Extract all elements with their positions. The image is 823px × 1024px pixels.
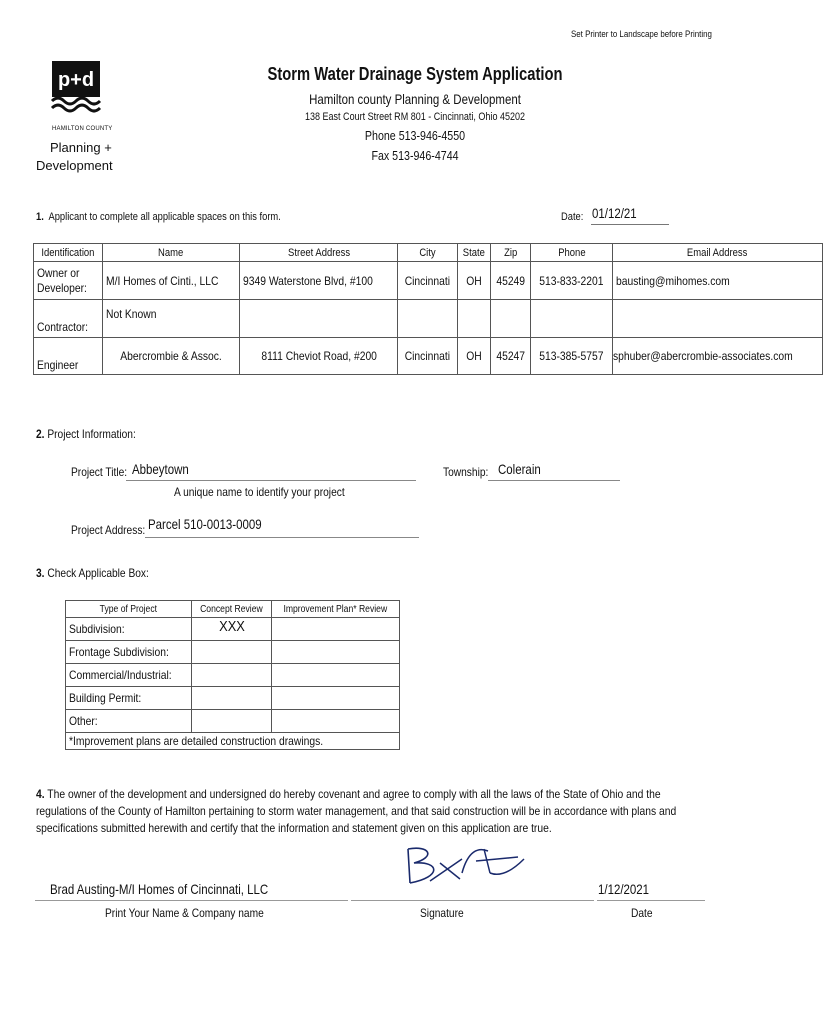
commercial-concept-box[interactable] <box>192 664 272 687</box>
type-other: Other: <box>66 710 192 733</box>
section1-instruction <box>36 211 281 223</box>
frontage-concept-box[interactable] <box>192 641 272 664</box>
owner-city-field[interactable]: Cincinnati <box>398 262 458 300</box>
logo-name-line2: Development <box>36 158 113 173</box>
owner-street-field[interactable]: 9349 Waterstone Blvd, #100 <box>240 262 398 300</box>
applicable-box-table <box>65 600 400 750</box>
other-improvement-box[interactable] <box>272 710 400 733</box>
subdivision-improvement-box[interactable] <box>272 618 400 641</box>
section1-number: 1. <box>36 211 44 223</box>
signature-date-label: Date <box>631 906 653 920</box>
logo-name-line1: Planning + <box>50 140 112 155</box>
table-row <box>66 641 400 664</box>
section2-heading <box>36 427 136 441</box>
table-row <box>66 710 400 733</box>
contractor-state-field[interactable] <box>458 300 491 338</box>
contractor-name-field[interactable]: Not Known <box>102 300 240 338</box>
type-frontage: Frontage Subdivision: <box>66 641 192 664</box>
row-owner-id: Owner or Developer: <box>34 262 103 300</box>
section2-number: 2. <box>36 427 45 441</box>
owner-name-field[interactable]: M/I Homes of Cinti., LLC <box>102 262 240 300</box>
date-field[interactable]: 01/12/21 <box>592 205 637 221</box>
print-name-label: Print Your Name & Company name <box>105 906 264 920</box>
table-row <box>34 300 823 338</box>
table-row <box>66 687 400 710</box>
table-row <box>34 262 823 300</box>
signature-date-field[interactable]: 1/12/2021 <box>598 881 650 897</box>
table-row <box>66 618 400 641</box>
contractor-phone-field[interactable] <box>531 300 613 338</box>
township-underline <box>488 480 620 481</box>
contractor-city-field[interactable] <box>398 300 458 338</box>
engineer-city-field[interactable]: Cincinnati <box>398 338 458 375</box>
col-name: Name <box>102 244 240 262</box>
section3-heading <box>36 566 149 580</box>
print-name-field[interactable]: Brad Austing-M/I Homes of Cincinnati, LLC <box>50 881 269 897</box>
col-city: City <box>398 244 458 262</box>
building-improvement-box[interactable] <box>272 687 400 710</box>
section2-heading-text: Project Information: <box>47 427 136 441</box>
engineer-phone-field[interactable]: 513-385-5757 <box>531 338 613 375</box>
date-label: Date: <box>561 211 584 223</box>
project-title-label: Project Title: <box>71 465 128 479</box>
engineer-name-field[interactable]: Abercrombie & Assoc. <box>102 338 240 375</box>
frontage-improvement-box[interactable] <box>272 641 400 664</box>
date-underline <box>591 224 669 225</box>
agency-address: 138 East Court Street RM 801 - Cincinnati, Ohio 45202 <box>304 111 526 123</box>
other-concept-box[interactable] <box>192 710 272 733</box>
date-underline-bottom <box>597 900 705 901</box>
col-identification: Identification <box>34 244 103 262</box>
logo-mark: p+d <box>57 69 95 91</box>
print-note: Set Printer to Landscape before Printing <box>571 29 712 39</box>
footnote-row <box>66 733 400 750</box>
row-engineer-id: Engineer <box>34 338 103 375</box>
section4-covenant <box>36 786 698 837</box>
engineer-zip-field[interactable]: 45247 <box>490 338 530 375</box>
owner-state-field[interactable]: OH <box>458 262 491 300</box>
township-field[interactable]: Colerain <box>498 461 541 477</box>
section3-heading-text: Check Applicable Box: <box>47 566 149 580</box>
building-concept-box[interactable] <box>192 687 272 710</box>
owner-email-field[interactable]: bausting@mihomes.com <box>612 262 822 300</box>
type-commercial: Commercial/Industrial: <box>66 664 192 687</box>
col-email: Email Address <box>612 244 822 262</box>
project-title-field[interactable]: Abbeytown <box>132 461 189 477</box>
agency-phone: Phone 513-946-4550 <box>364 128 466 143</box>
col-street: Street Address <box>240 244 398 262</box>
owner-phone-field[interactable]: 513-833-2201 <box>531 262 613 300</box>
project-address-label: Project Address: <box>71 523 146 537</box>
applicant-header-row <box>34 244 823 262</box>
contractor-zip-field[interactable] <box>490 300 530 338</box>
print-name-underline <box>35 900 348 901</box>
owner-zip-field[interactable]: 45249 <box>490 262 530 300</box>
township-label: Township: <box>443 465 489 479</box>
section1-text: Applicant to complete all applicable spaces on this form. <box>48 211 281 223</box>
col-type: Type of Project <box>66 601 192 618</box>
engineer-email-field[interactable]: sphuber@abercrombie-associates.com <box>612 338 822 375</box>
handwritten-signature-icon <box>400 843 535 893</box>
engineer-street-field[interactable]: 8111 Cheviot Road, #200 <box>240 338 398 375</box>
applicant-table <box>33 243 823 375</box>
contractor-email-field[interactable] <box>612 300 822 338</box>
type-building: Building Permit: <box>66 687 192 710</box>
project-address-field[interactable]: Parcel 510-0013-0009 <box>148 516 262 532</box>
section4-text: The owner of the development and undersigned do hereby covenant and agree to comply with all the laws of the State of Ohio and the regulations of the County of Hamilton pertaining to storm water management, and that said construction will be in accordance with plans and specifications submitted herewith and certify that the information and statement given on this application are true. <box>36 787 677 835</box>
logo-county: HAMILTON COUNTY <box>52 126 113 132</box>
box-footnote: *Improvement plans are detailed construction drawings. <box>66 733 400 750</box>
col-zip: Zip <box>490 244 530 262</box>
contractor-street-field[interactable] <box>240 300 398 338</box>
table-row <box>66 664 400 687</box>
type-subdivision: Subdivision: <box>66 618 192 641</box>
col-improvement: Improvement Plan* Review <box>272 601 400 618</box>
section4-number: 4. <box>36 787 45 801</box>
project-address-underline <box>145 537 419 538</box>
engineer-state-field[interactable]: OH <box>458 338 491 375</box>
page-title: Storm Water Drainage System Application <box>267 64 563 84</box>
project-title-hint: A unique name to identify your project <box>174 485 345 499</box>
box-header-row <box>66 601 400 618</box>
subdivision-concept-box[interactable]: XXX <box>192 618 272 641</box>
col-phone: Phone <box>531 244 613 262</box>
col-concept: Concept Review <box>192 601 272 618</box>
project-title-underline <box>126 480 416 481</box>
signature-underline <box>351 900 594 901</box>
col-state: State <box>458 244 491 262</box>
agency-fax: Fax 513-946-4744 <box>371 148 459 163</box>
table-row <box>34 338 823 375</box>
signature-label: Signature <box>420 906 464 920</box>
row-contractor-id: Contractor: <box>34 300 103 338</box>
commercial-improvement-box[interactable] <box>272 664 400 687</box>
section3-number: 3. <box>36 566 45 580</box>
agency-name: Hamilton county Planning & Development <box>309 91 521 107</box>
